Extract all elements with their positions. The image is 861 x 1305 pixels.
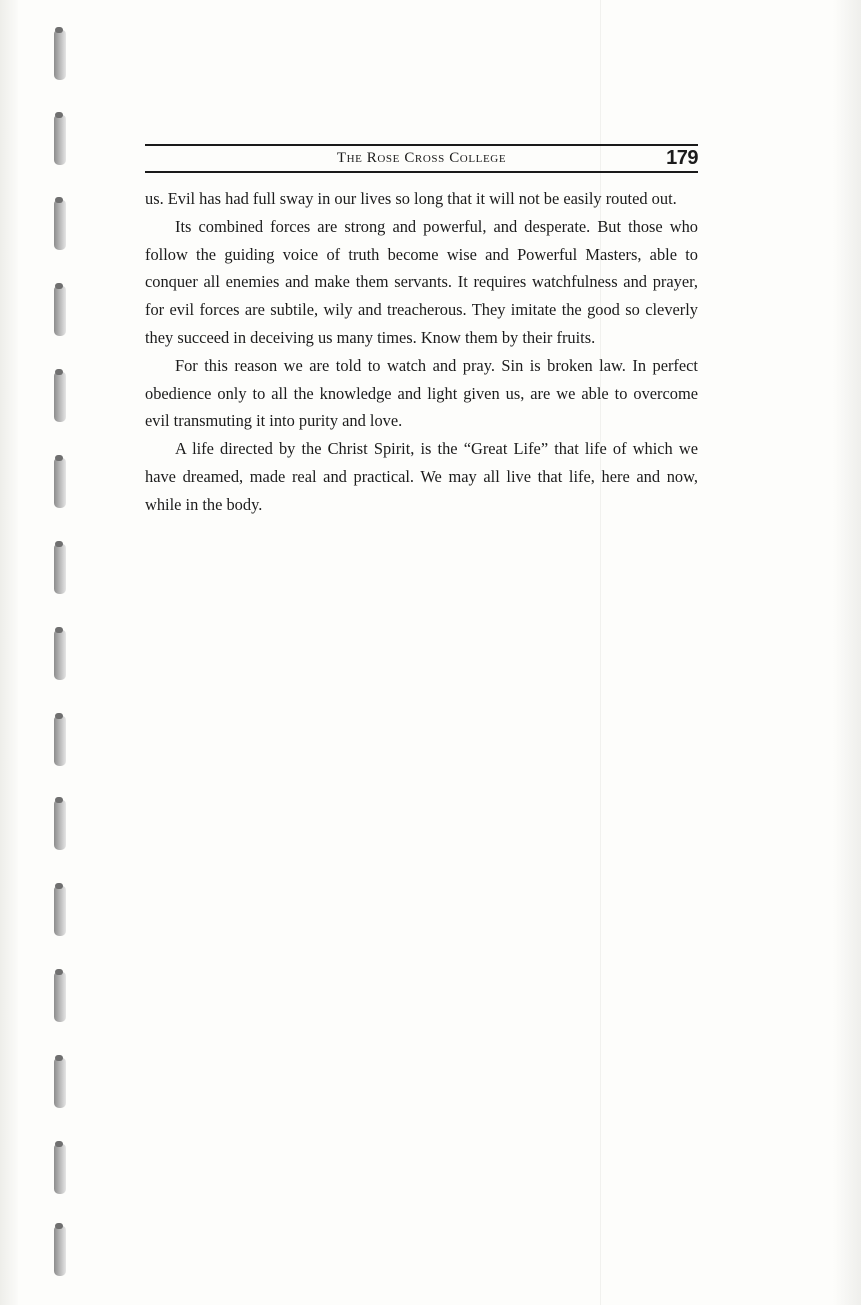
binding-hole (54, 1144, 66, 1194)
running-title: The Rose Cross College (336, 150, 507, 166)
binding-hole (54, 1226, 66, 1276)
paragraph: Its combined forces are strong and powerful, and desperate. But those who follow the guiding voice of truth become wise and Powerful Masters, able to conquer all enemies and make them servants. It requires watchfulness and prayer, for evil forces are subtile, wily and treacherous. They imitate the good so cleverly they succeed in deceiving us many times. Know them by their fruits. (145, 216, 698, 347)
binding-hole (54, 800, 66, 850)
binding-hole (54, 115, 66, 165)
binding-hole (54, 286, 66, 336)
binding-hole (54, 30, 66, 80)
header-rule-bottom (145, 171, 698, 173)
paragraph: A life directed by the Christ Spirit, is the “Great Life” that life of which we have dreamed, made real and practical. We may all live that life, here and now, while in the body. (145, 439, 698, 514)
binding-hole (54, 972, 66, 1022)
binding-hole (54, 372, 66, 422)
binding-holes (52, 0, 72, 1305)
body-text (145, 185, 698, 519)
paragraph: us. Evil has had full sway in our lives so long that it will not be easily routed out. (145, 189, 677, 208)
binding-hole (54, 630, 66, 680)
paragraph: For this reason we are told to watch and pray. Sin is broken law. In perfect obedience only to all the knowledge and light given us, are we able to overcome evil transmuting it into purity and love. (145, 355, 698, 431)
binding-hole (54, 716, 66, 766)
binding-hole (54, 200, 66, 250)
scan-edge-right (833, 0, 861, 1305)
binding-hole (54, 458, 66, 508)
page-header (145, 141, 698, 177)
page-number: 179 (666, 147, 698, 169)
scan-edge-left (0, 0, 18, 1305)
header-rule-top (145, 144, 698, 146)
binding-hole (54, 544, 66, 594)
binding-hole (54, 886, 66, 936)
binding-hole (54, 1058, 66, 1108)
